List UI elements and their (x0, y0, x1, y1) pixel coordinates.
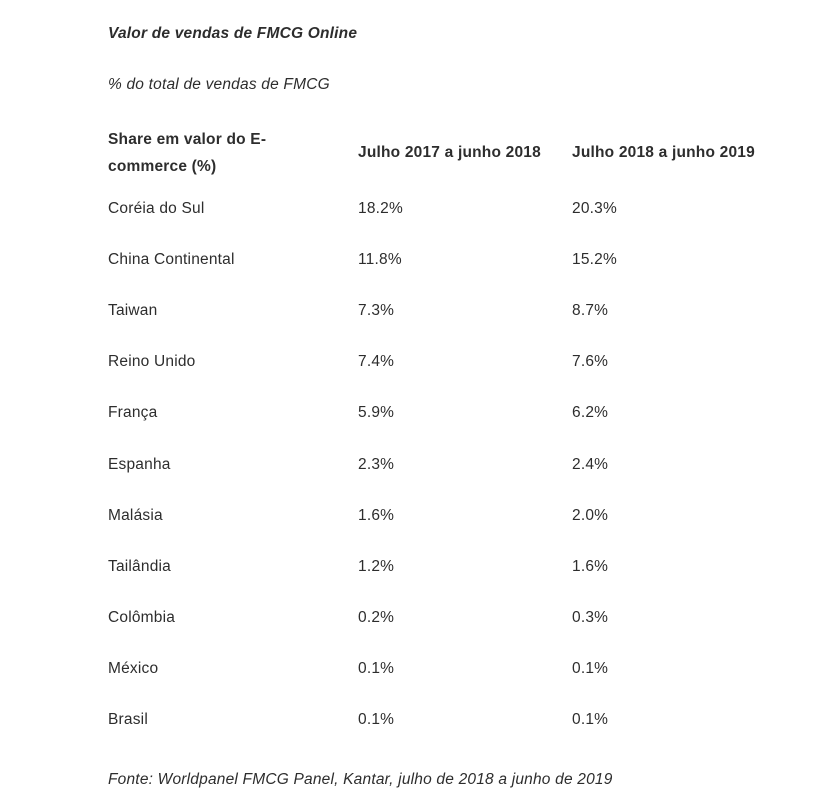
value-period2: 1.6% (572, 557, 609, 575)
table-row (108, 388, 785, 439)
value-period2: 0.1% (572, 711, 609, 729)
table-row (108, 593, 785, 644)
table-row (108, 285, 785, 336)
value-period2: 20.3% (572, 199, 617, 217)
column-header-period-2018-2019: Julho 2018 a junho 2019 (572, 144, 755, 161)
country-label: França (108, 404, 158, 422)
page-title: Valor de vendas de FMCG Online (108, 25, 358, 42)
value-period1: 11.8% (358, 250, 402, 268)
table-header-row (108, 123, 785, 183)
value-period2: 15.2% (572, 250, 617, 268)
table-row (108, 695, 785, 746)
ecommerce-share-table (108, 123, 785, 746)
value-period1: 1.2% (358, 557, 395, 575)
country-label: Reino Unido (108, 353, 196, 371)
value-period1: 5.9% (358, 404, 395, 422)
country-label: Malásia (108, 506, 163, 524)
value-period1: 7.4% (358, 353, 395, 371)
country-label: Coréia do Sul (108, 199, 205, 217)
table-row (108, 644, 785, 695)
value-period2: 0.3% (572, 609, 609, 627)
column-header-share: Share em valor do E-commerce (%) (108, 131, 267, 175)
source-note: Fonte: Worldpanel FMCG Panel, Kantar, julho de 2018 a junho de 2019 (108, 771, 613, 789)
value-period2: 2.4% (572, 455, 609, 473)
table-row (108, 234, 785, 285)
value-period1: 0.1% (358, 711, 395, 729)
table-row (108, 490, 785, 541)
column-header-period-2017-2018: Julho 2017 a junho 2018 (358, 144, 541, 161)
table-row (108, 541, 785, 592)
country-label: Tailândia (108, 557, 171, 575)
country-label: México (108, 660, 159, 678)
country-label: Espanha (108, 455, 171, 473)
value-period2: 8.7% (572, 301, 609, 319)
value-period1: 7.3% (358, 301, 395, 319)
country-label: China Continental (108, 250, 235, 268)
page-subtitle: % do total de vendas de FMCG (108, 76, 330, 93)
value-period1: 1.6% (358, 506, 395, 524)
value-period2: 6.2% (572, 404, 609, 422)
value-period1: 2.3% (358, 455, 395, 473)
country-label: Colômbia (108, 609, 176, 627)
table-row (108, 337, 785, 388)
value-period1: 0.2% (358, 609, 395, 627)
table-row (108, 183, 785, 234)
table-row (108, 439, 785, 490)
country-label: Brasil (108, 711, 148, 729)
value-period1: 0.1% (358, 660, 395, 678)
value-period2: 2.0% (572, 506, 609, 524)
value-period1: 18.2% (358, 199, 403, 217)
value-period2: 0.1% (572, 660, 609, 678)
value-period2: 7.6% (572, 353, 609, 371)
country-label: Taiwan (108, 301, 158, 319)
